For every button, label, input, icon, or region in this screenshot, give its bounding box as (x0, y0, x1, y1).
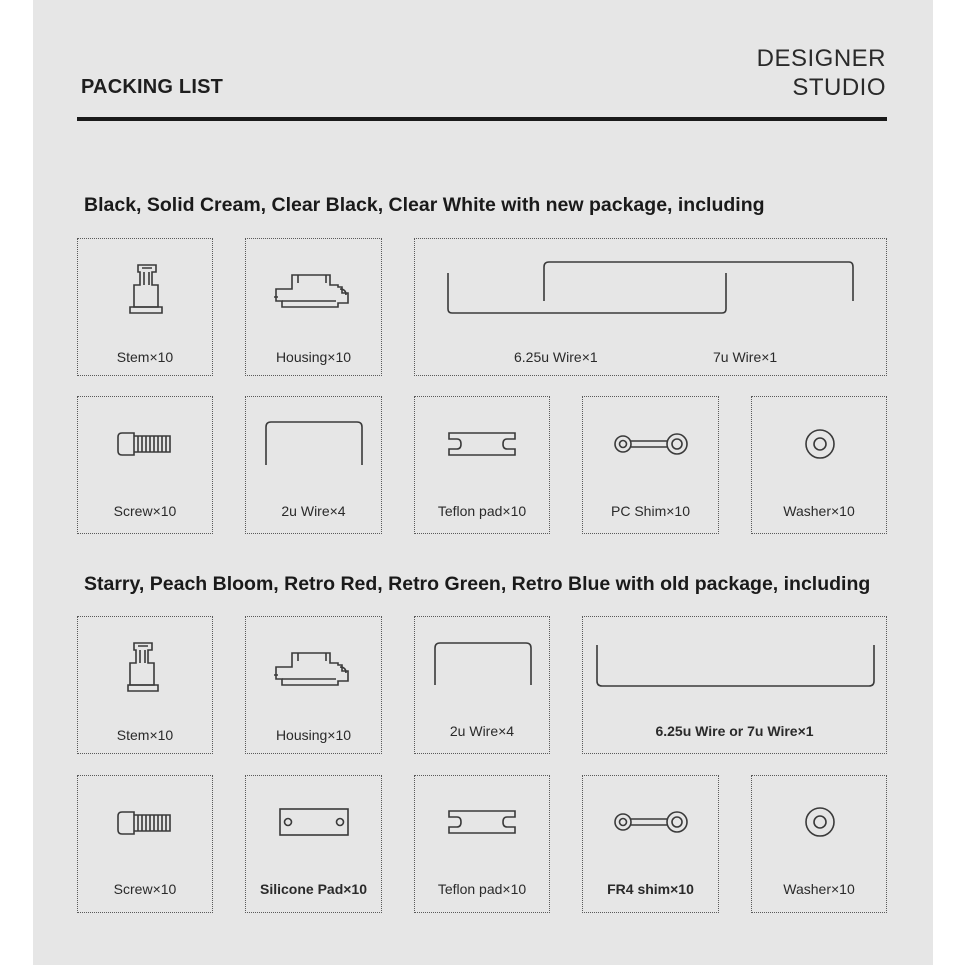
silicone-pad-label: Silicone Pad×10 (260, 881, 367, 897)
page-title: PACKING LIST (81, 76, 224, 98)
item-screw-2 (77, 775, 213, 913)
brand-line-1: DESIGNER (756, 45, 886, 72)
item-long-wire (582, 616, 887, 754)
housing-label: Housing×10 (275, 727, 352, 743)
housing-label: Housing×10 (275, 349, 352, 365)
wire7-label: 7u Wire×1 (713, 349, 778, 365)
item-stem-2 (77, 616, 213, 754)
item-washer (751, 396, 887, 534)
stem-label: Stem×10 (116, 727, 174, 743)
section2-heading: Starry, Peach Bloom, Retro Red, Retro Green, Retro Blue with old package, including (84, 573, 871, 595)
fr4-shim-label: FR4 shim×10 (607, 881, 694, 897)
item-housing (245, 238, 382, 376)
item-long-wires (414, 238, 887, 376)
brand-logo (757, 44, 886, 102)
washer-label: Washer×10 (783, 503, 855, 519)
item-screw (77, 396, 213, 534)
wire625-label: 6.25u Wire×1 (514, 349, 598, 365)
screw-label: Screw×10 (113, 503, 177, 519)
long-wire-icon (415, 239, 888, 377)
item-housing-2 (245, 616, 382, 754)
item-pc-shim (582, 396, 719, 534)
item-teflon-pad (414, 396, 550, 534)
2u-wire-label: 2u Wire×4 (449, 723, 515, 739)
item-fr4-shim (582, 775, 719, 913)
stem-label: Stem×10 (116, 349, 174, 365)
header-divider (77, 117, 887, 121)
item-stem (77, 238, 213, 376)
item-2u-wire (245, 396, 382, 534)
2u-wire-label: 2u Wire×4 (281, 503, 346, 519)
long-wire-label: 6.25u Wire or 7u Wire×1 (655, 723, 814, 739)
item-silicone-pad (245, 775, 382, 913)
item-washer-2 (751, 775, 887, 913)
pc-shim-label: PC Shim×10 (611, 503, 690, 519)
teflon-pad-label: Teflon pad×10 (437, 881, 527, 897)
brand-line-2: STUDIO (792, 74, 886, 101)
item-2u-wire-2 (414, 616, 550, 754)
section1-heading: Black, Solid Cream, Clear Black, Clear White with new package, including (84, 194, 765, 216)
item-teflon-pad-2 (414, 775, 550, 913)
washer-label: Washer×10 (783, 881, 855, 897)
screw-label: Screw×10 (113, 881, 177, 897)
teflon-pad-label: Teflon pad×10 (437, 503, 527, 519)
